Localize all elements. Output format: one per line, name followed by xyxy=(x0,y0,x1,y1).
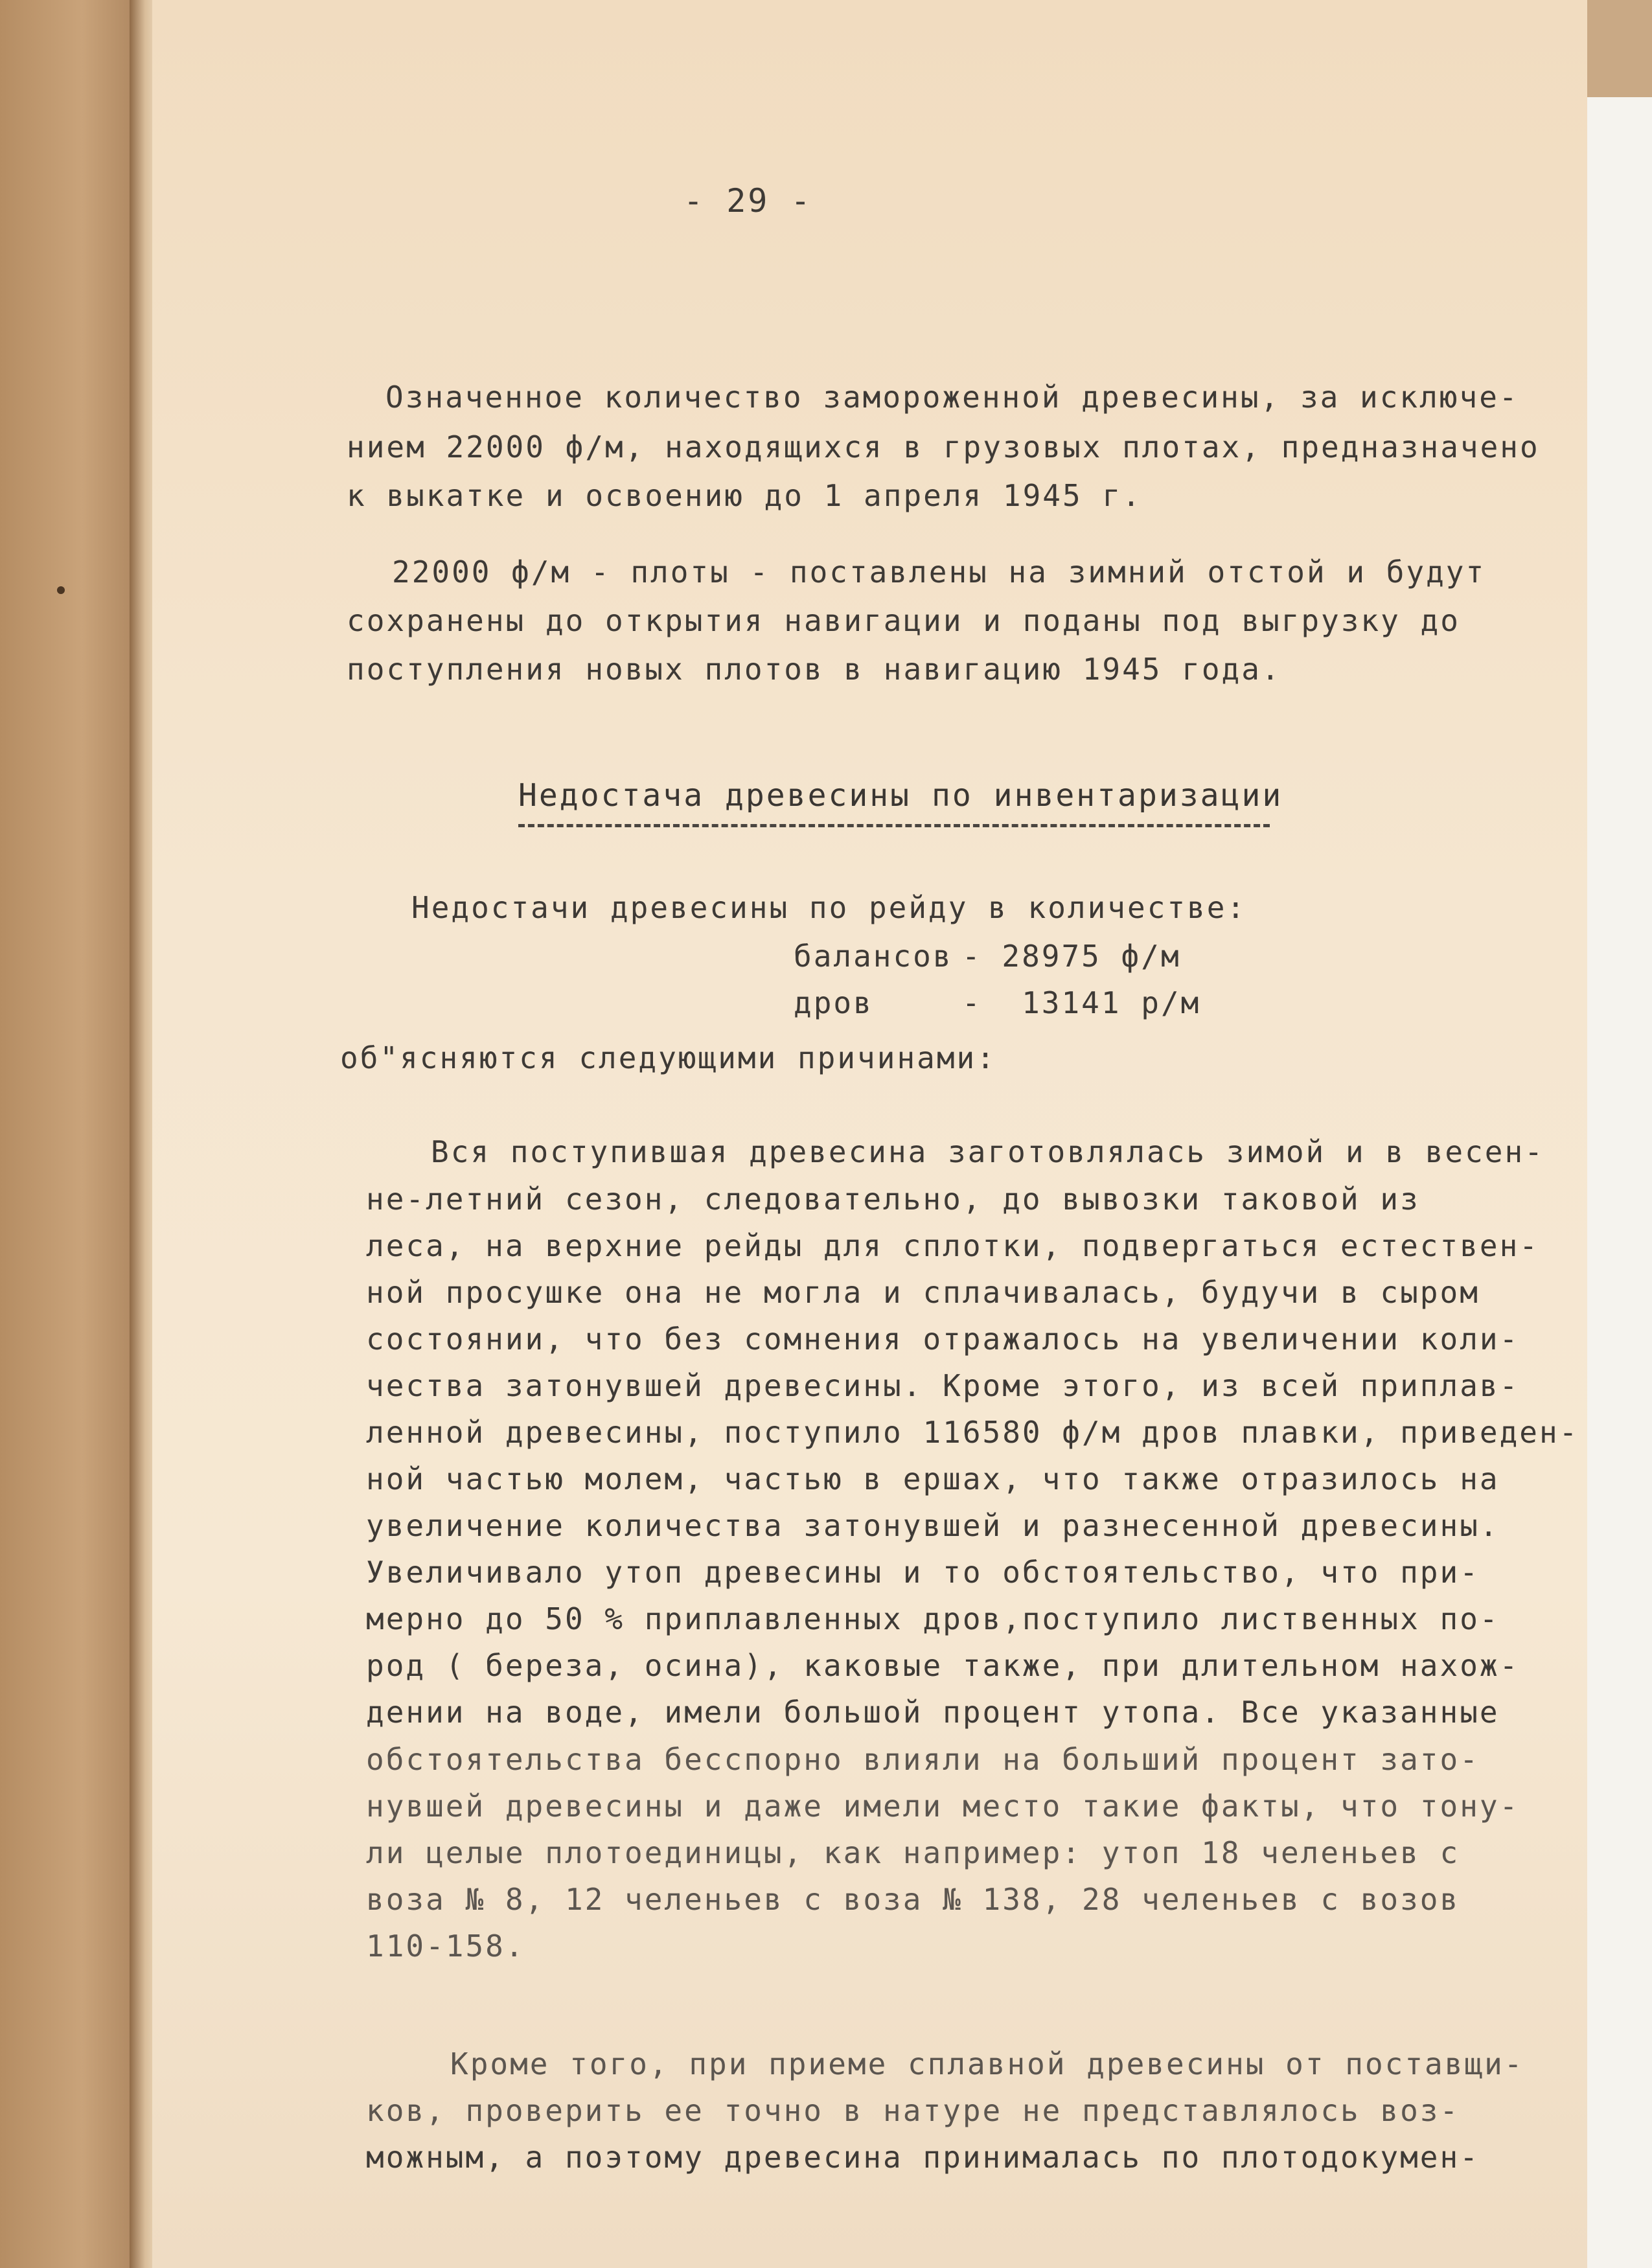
paragraph-3-line-3: леса, на верхние рейды для сплотки, подвергаться естествен- xyxy=(366,1228,1539,1263)
balances-value: - 28975 ф/м xyxy=(962,939,1181,974)
folder-binding xyxy=(0,0,149,2268)
page-fold-shadow xyxy=(130,0,155,2268)
paragraph-3-line-17: воза № 8, 12 челеньев с воза № 138, 28 челеньев с возов xyxy=(366,1882,1460,1917)
paragraph-4-line-3: можным, а поэтому древесина принималась по плотодокумен- xyxy=(366,2140,1480,2175)
paragraph-3-line-13: дении на воде, имели большой процент утопа. Все указанные xyxy=(366,1695,1500,1730)
paragraph-1-line-3: к выкатке и освоению до 1 апреля 1945 г. xyxy=(347,478,1142,513)
paragraph-3-line-4: ной просушке она не могла и сплачивалась, будучи в сыром xyxy=(366,1275,1480,1310)
binding-hole xyxy=(57,586,65,594)
heading-underline xyxy=(518,824,1270,827)
paragraph-3-line-14: обстоятельства бесспорно влияли на больший процент зато- xyxy=(366,1742,1480,1777)
document-page xyxy=(152,0,1587,2268)
paragraph-3-line-9: увеличение количества затонувшей и разнесенной древесины. xyxy=(366,1508,1500,1543)
paragraph-4-line-1: Кроме того, при приеме сплавной древесины от поставщи- xyxy=(450,2046,1524,2081)
paragraph-3-line-1: Вся поступившая древесина заготовлялась зимой и в весен- xyxy=(431,1134,1544,1169)
balances-label: балансов xyxy=(794,939,953,974)
paragraph-1-line-2: нием 22000 ф/м, находящихся в грузовых плотах, предназначено xyxy=(347,430,1540,464)
paragraph-4-line-2: ков, проверить ее точно в натуре не представлялось воз- xyxy=(366,2093,1460,2128)
shortage-explained: об"ясняются следующими причинами: xyxy=(340,1040,996,1075)
page-number: - 29 - xyxy=(683,182,812,220)
paragraph-1-line-1: Означенное количество замороженной древесины, за исключе- xyxy=(385,380,1519,415)
paragraph-3-line-6: чества затонувшей древесины. Кроме этого, из всей приплав- xyxy=(366,1368,1520,1403)
paragraph-2-line-2: сохранены до открытия навигации и поданы под выгрузку до xyxy=(347,603,1460,638)
section-heading: Недостача древесины по инвентаризации xyxy=(518,777,1283,814)
paragraph-2-line-3: поступления новых плотов в навигацию 1945 года. xyxy=(347,652,1281,687)
paragraph-3-line-15: нувшей древесины и даже имели место такие факты, что тону- xyxy=(366,1789,1520,1824)
paragraph-3-line-16: ли целые плотоединицы, как например: утоп 18 челеньев с xyxy=(366,1835,1460,1870)
paragraph-3-line-8: ной частью молем, частью в ершах, что также отразилось на xyxy=(366,1461,1500,1496)
paragraph-3-line-11: мерно до 50 % приплавленных дров,поступило лиственных по- xyxy=(366,1601,1500,1636)
background-strip xyxy=(1586,97,1652,2268)
paragraph-3-line-2: не-летний сезон, следовательно, до вывозки таковой из xyxy=(366,1182,1420,1217)
paragraph-3-line-5: состоянии, что без сомнения отражалось на увеличении коли- xyxy=(366,1322,1520,1357)
firewood-value: - 13141 р/м xyxy=(962,985,1201,1020)
firewood-label: дров xyxy=(794,985,873,1020)
paragraph-3-line-18: 110-158. xyxy=(366,1929,525,1964)
paragraph-3-line-10: Увеличивало утоп древесины и то обстоятельство, что при- xyxy=(366,1555,1480,1590)
paragraph-3-line-7: ленной древесины, поступило 116580 ф/м дров плавки, приведен- xyxy=(366,1415,1579,1450)
paragraph-3-line-12: род ( береза, осина), каковые также, при длительном нахож- xyxy=(366,1648,1520,1683)
paragraph-2-line-1: 22000 ф/м - плоты - поставлены на зимний отстой и будут xyxy=(392,555,1486,590)
shortage-intro: Недостачи древесины по рейду в количестве: xyxy=(411,890,1247,925)
